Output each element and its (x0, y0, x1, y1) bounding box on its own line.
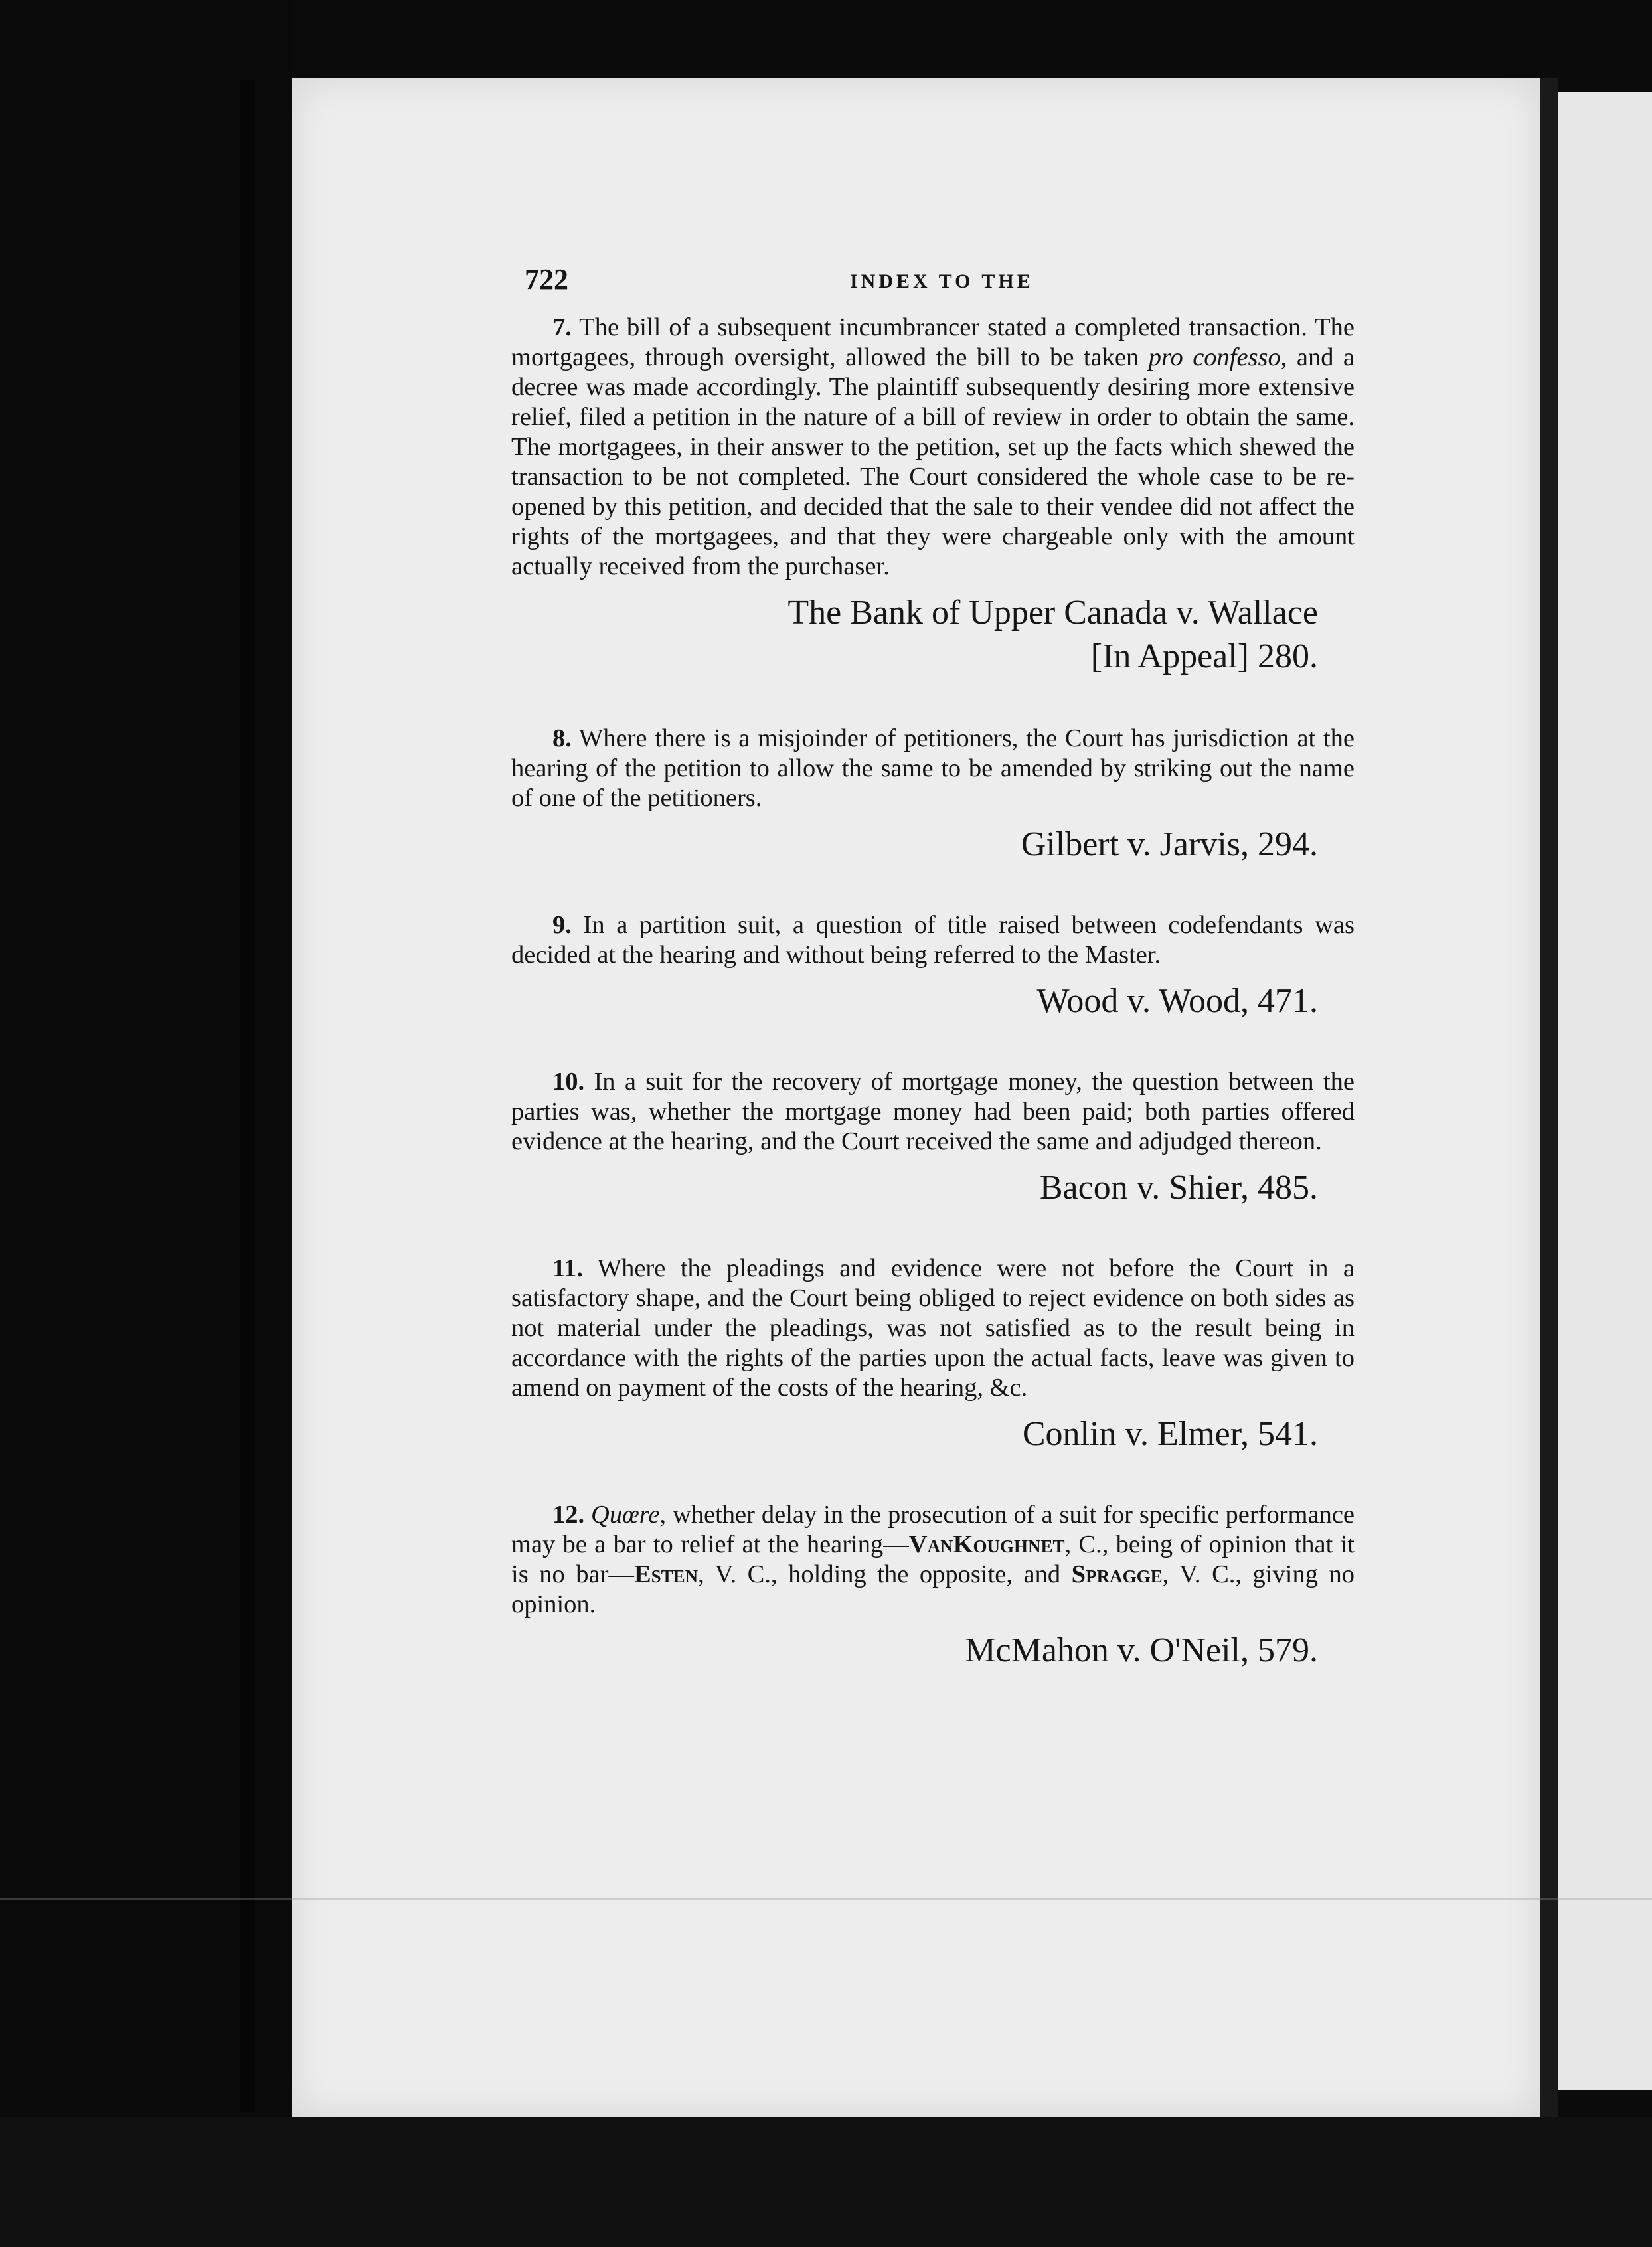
entry-number: 8. (552, 724, 572, 752)
entry-paragraph (511, 724, 1355, 813)
entry-text: Quœre, whether delay in the prosecution of a suit for specific performance may be a bar to relief at the hearing— (511, 1501, 1355, 1558)
entry-paragraph (511, 1500, 1355, 1620)
index-entry-10 (511, 1067, 1355, 1210)
running-title: INDEX TO THE (850, 270, 1034, 292)
index-entry-8 (511, 724, 1355, 867)
page-content (511, 262, 1355, 1673)
entry-number: 11. (552, 1254, 584, 1282)
case-citation: Gilbert v. Jarvis, 294. (1021, 825, 1318, 863)
facing-page-fragment (1558, 92, 1652, 2090)
entry-number: 10. (552, 1068, 585, 1096)
case-citation: McMahon v. O'Neil, 579. (965, 1631, 1318, 1669)
index-entry-11 (511, 1254, 1355, 1456)
entry-paragraph (511, 1254, 1355, 1403)
case-citation: Bacon v. Shier, 485. (1039, 1169, 1318, 1207)
entry-text: Where there is a misjoinder of petitioners, the Court has jurisdiction at the hearing of the petition to allow the same to be amended by striking out the name of one of the petitioners. (511, 724, 1355, 812)
case-citation: The Bank of Upper Canada v. Wallace (787, 594, 1318, 631)
index-entry-7 (511, 313, 1355, 679)
judge-name: Esten (633, 1560, 699, 1588)
page-number: 722 (525, 263, 568, 295)
entry-number: 12. (552, 1501, 585, 1529)
entry-paragraph (511, 910, 1355, 970)
entry-number: 9. (552, 911, 572, 939)
running-head (511, 262, 1355, 309)
book-spine (240, 80, 255, 2112)
entry-text: , V. C., holding the opposite, and (698, 1560, 1072, 1588)
judge-name: VanKoughnet (908, 1531, 1065, 1558)
index-entry-12 (511, 1500, 1355, 1673)
entry-text: Where the pleadings and evidence were not before the Court in a satisfactory shape, and the Court being obliged to reject evidence on both sides as not material under the pleadings, was not satisfied as to the result being in accordance with the rights of the parties upon the actual facts, leave was given to amend on payment of the costs of the hearing, &c. (511, 1254, 1355, 1402)
entry-paragraph (511, 1067, 1355, 1157)
case-citation: Wood v. Wood, 471. (1036, 982, 1318, 1020)
entry-number: 7. (552, 313, 572, 341)
bottom-scan-border (0, 2117, 1652, 2247)
entry-text: , C., being of opinion that it is no bar— (511, 1531, 1355, 1588)
entry-text: In a partition suit, a question of title raised between codefendants was decided at the hearing and without being referred to the Master. (511, 911, 1355, 969)
entry-paragraph (511, 313, 1355, 582)
case-citation-line-2: [In Appeal] 280. (1090, 637, 1318, 675)
judge-name: Spragge (1071, 1560, 1163, 1588)
index-entry-9 (511, 910, 1355, 1023)
entry-text: , V. C., giving no opinion. (511, 1560, 1355, 1618)
entry-text: In a suit for the recovery of mortgage money, the question between the parties was, whether the mortgage money had been paid; both parties offered evidence at the hearing, and the Court received the same and adjudged thereon. (511, 1068, 1355, 1155)
scan-artifact-line (0, 1898, 1652, 1900)
page-edge (1540, 78, 1558, 2117)
entry-text: The bill of a subsequent incumbrancer stated a completed transaction. The mortgagees, through oversight, allowed the bill to be taken pro confesso, and a decree was made accordingly. The plaintiff subsequently desiring more extensive relief, filed a petition in the nature of a bill of review in order to obtain the same. The mortgagees, in their answer to the petition, set up the facts which shewed the transaction to be not completed. The Court considered the whole case to be re-opened by this petition, and decided that the sale to their vendee did not affect the rights of the mortgagees, and that they were chargeable only with the amount actually received from the purchaser. (511, 313, 1355, 580)
case-citation: Conlin v. Elmer, 541. (1022, 1415, 1318, 1453)
